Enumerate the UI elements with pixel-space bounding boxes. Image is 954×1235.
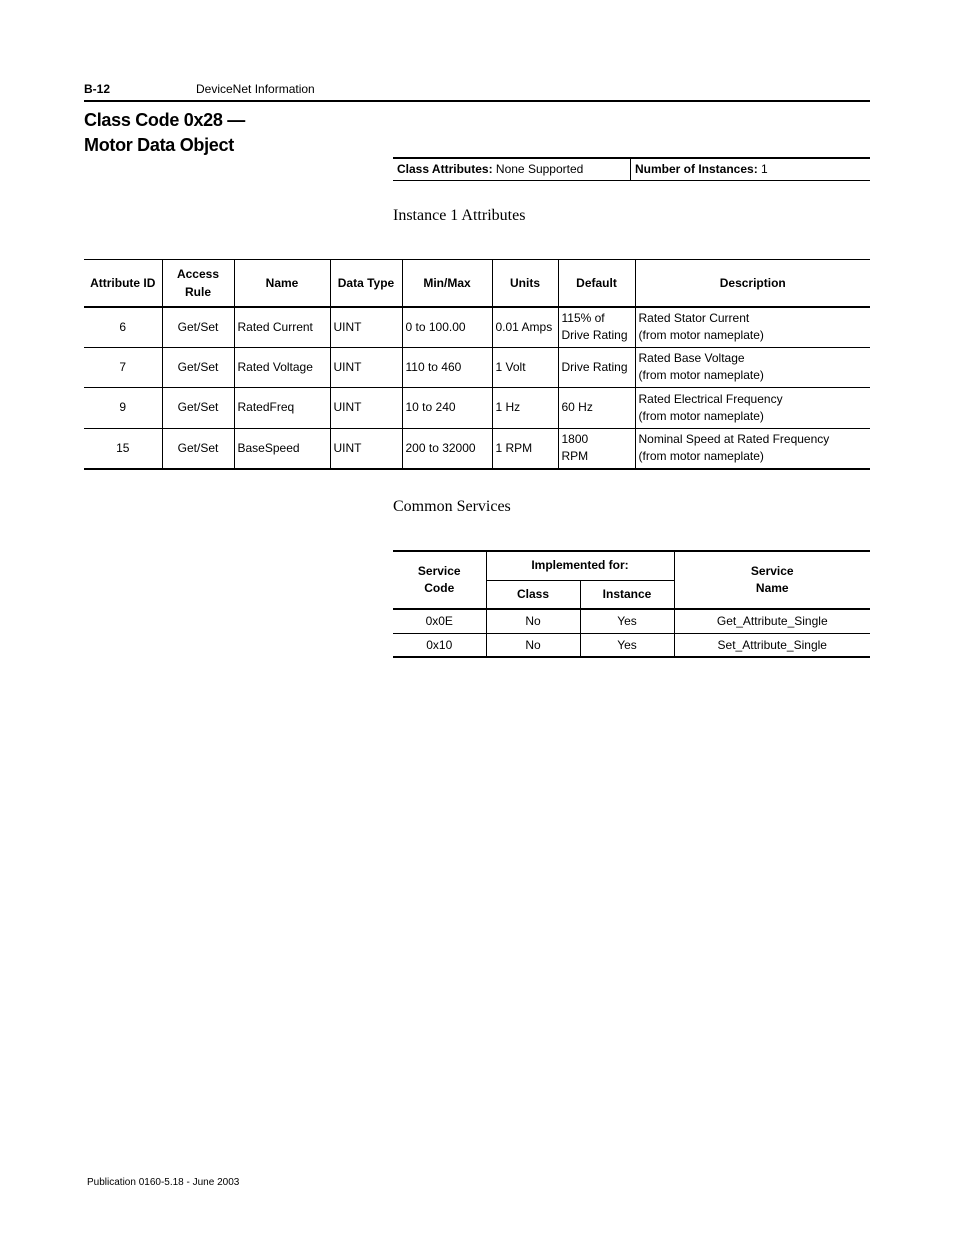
cell-description — [635, 428, 870, 469]
cell-description — [635, 347, 870, 388]
instances-label: Number of Instances: — [635, 162, 758, 176]
cell-data-type: UINT — [330, 388, 402, 429]
col-header-access-rule — [162, 260, 234, 307]
page-number: B-12 — [84, 82, 111, 96]
cell-default — [558, 347, 635, 388]
section-title — [84, 108, 245, 158]
cell-name: Rated Current — [234, 307, 330, 348]
cell-units: 1 RPM — [492, 428, 558, 469]
services-table-caption: Common Services — [393, 498, 511, 515]
cell-access-rule: Get/Set — [162, 388, 234, 429]
cell-description-line1: Rated Stator Current — [638, 311, 750, 325]
cell-class: No — [486, 633, 580, 657]
publication-footer: Publication 0160-5.18 - June 2003 — [87, 1177, 240, 1188]
cell-description-line1: Rated Electrical Frequency — [638, 391, 783, 406]
cell-data-type: UINT — [330, 307, 402, 348]
cell-instance: Yes — [580, 609, 674, 633]
cell-description-line2: (from motor nameplate) — [638, 408, 764, 423]
class-attributes-value: None Supported — [495, 162, 584, 176]
table-row — [84, 347, 870, 388]
cell-attribute-id: 7 — [84, 347, 162, 388]
cell-default — [558, 388, 635, 429]
cell-default — [558, 428, 635, 469]
running-head: DeviceNet Information — [196, 82, 315, 96]
table-row — [84, 307, 870, 348]
cell-default-line2: Drive Rating — [561, 328, 628, 342]
col-header-service-code-line2: Code — [424, 581, 455, 595]
page-header — [84, 80, 870, 102]
col-header-service-name-line2: Name — [755, 581, 789, 595]
cell-default-line1: 1800 — [561, 432, 589, 446]
cell-class: No — [486, 609, 580, 633]
cell-name: BaseSpeed — [234, 428, 330, 469]
cell-description-line2: (from motor nameplate) — [638, 449, 764, 463]
cell-data-type: UINT — [330, 347, 402, 388]
col-header-units: Units — [492, 260, 558, 307]
cell-default-line2: RPM — [561, 449, 589, 463]
instances-cell — [631, 159, 870, 181]
cell-attribute-id: 15 — [84, 428, 162, 469]
cell-description — [635, 307, 870, 348]
cell-name: RatedFreq — [234, 388, 330, 429]
col-header-min-max: Min/Max — [402, 260, 492, 307]
col-header-service-code — [393, 551, 486, 609]
cell-default-line1: 115% of — [561, 311, 605, 325]
instance-table-caption: Instance 1 Attributes — [393, 207, 526, 224]
cell-units: 1 Volt — [492, 347, 558, 388]
col-header-attribute-id: Attribute ID — [84, 260, 162, 307]
cell-description-line2: (from motor nameplate) — [638, 328, 764, 342]
cell-description-line1: Nominal Speed at Rated Frequency — [638, 432, 830, 446]
col-header-service-code-line1: Service — [417, 564, 461, 578]
cell-units: 1 Hz — [492, 388, 558, 429]
col-header-instance: Instance — [580, 580, 674, 609]
cell-instance: Yes — [580, 633, 674, 657]
cell-attribute-id: 9 — [84, 388, 162, 429]
cell-service-name: Get_Attribute_Single — [674, 609, 870, 633]
cell-access-rule: Get/Set — [162, 428, 234, 469]
cell-min-max: 10 to 240 — [402, 388, 492, 429]
col-header-description: Description — [635, 260, 870, 307]
col-header-implemented-for: Implemented for: — [486, 551, 674, 580]
cell-description-line1: Rated Base Voltage — [638, 351, 745, 366]
cell-access-rule: Get/Set — [162, 347, 234, 388]
instances-value: 1 — [761, 162, 768, 176]
col-header-service-name — [674, 551, 870, 609]
cell-default-line1: 60 Hz — [561, 400, 593, 415]
cell-data-type: UINT — [330, 428, 402, 469]
cell-description-line2: (from motor nameplate) — [638, 368, 764, 383]
class-attributes-label: Class Attributes: — [397, 162, 493, 176]
col-header-access-rule-text: Access Rule — [176, 266, 220, 299]
cell-attribute-id: 6 — [84, 307, 162, 348]
table-row — [393, 633, 870, 657]
services-header-row — [393, 551, 870, 580]
cell-description — [635, 388, 870, 429]
table-row — [393, 609, 870, 633]
col-header-data-type: Data Type — [330, 260, 402, 307]
col-header-name: Name — [234, 260, 330, 307]
common-services-table — [393, 550, 870, 658]
cell-default — [558, 307, 635, 348]
section-title-line1: Class Code 0x28 — — [84, 110, 245, 130]
cell-min-max: 110 to 460 — [402, 347, 492, 388]
cell-name: Rated Voltage — [234, 347, 330, 388]
cell-default-line1: Drive Rating — [561, 359, 628, 374]
cell-service-name: Set_Attribute_Single — [674, 633, 870, 657]
table-header-row — [84, 260, 870, 307]
cell-min-max: 0 to 100.00 — [402, 307, 492, 348]
class-attributes-bar — [393, 157, 870, 181]
cell-service-code: 0x0E — [393, 609, 486, 633]
instance-attributes-table — [84, 259, 870, 470]
table-row — [84, 428, 870, 469]
col-header-default: Default — [558, 260, 635, 307]
class-attributes-cell — [393, 159, 631, 181]
cell-units: 0.01 Amps — [492, 307, 558, 348]
section-title-line2: Motor Data Object — [84, 135, 234, 155]
cell-access-rule: Get/Set — [162, 307, 234, 348]
col-header-service-name-line1: Service — [750, 564, 794, 578]
cell-service-code: 0x10 — [393, 633, 486, 657]
cell-min-max: 200 to 32000 — [402, 428, 492, 469]
table-row — [84, 388, 870, 429]
col-header-class: Class — [486, 580, 580, 609]
